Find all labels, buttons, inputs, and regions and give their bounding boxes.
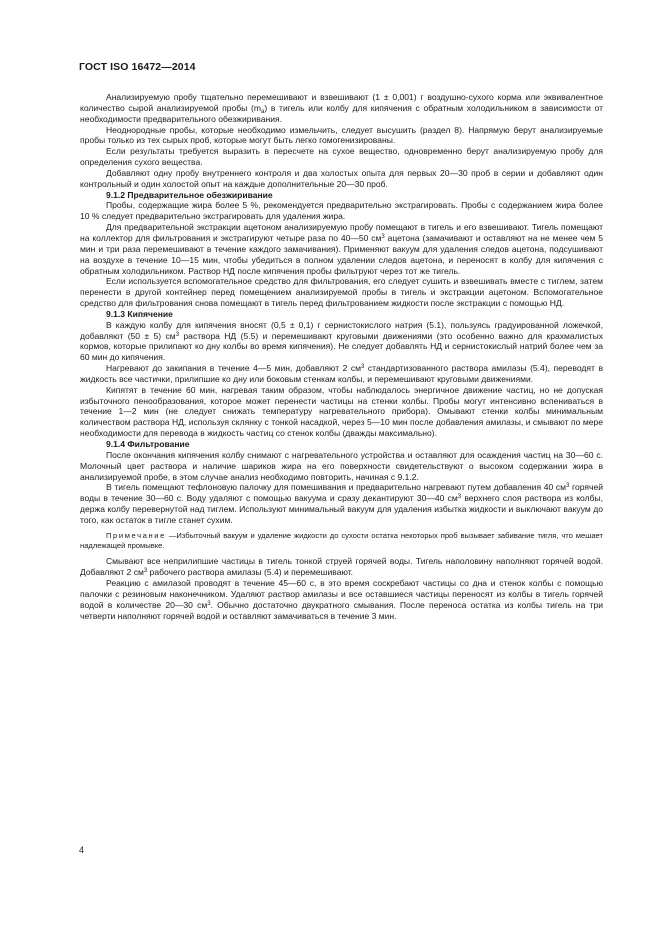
paragraph: Если результаты требуется выразить в пересчете на сухое вещество, одновременно берут анализируемую пробу для определения сухого вещества.: [80, 146, 603, 168]
paragraph: Анализируемую пробу тщательно перемешивают и взвешивают (1 ± 0,001) г воздушно-сухого корма или эквивалентное количество сырой анализируемой пробы $(m_a)$ в тигель или колбу для кипячения с обратным холодильником в зависимости от необходимости предварительного обезжиривания.: [80, 92, 604, 124]
paragraph: После окончания кипячения колбу снимают с нагревательного устройства и оставляют для осаждения частиц на 30—60 с. Молочный цвет раствора и наличие шариков жира на его поверхности свидетельствуют о высоком содержании жира в анализируемой пробе, в этом случае анализ необходимо повторить, начиная с 9.1.2.: [80, 449, 603, 482]
section-heading-912: 9.1.2 Предварительное обезжиривание: [106, 189, 273, 200]
standard-header: ГОСТ ISO 16472—2014: [79, 61, 196, 73]
section-heading-913: 9.1.3 Кипячение: [106, 308, 173, 319]
paragraph: Неоднородные пробы, которые необходимо измельчить, следует высушить (раздел 8). Напрямую берут анализируемые пробы только из тех сырых проб, которые могут быть легко гомогенизированы.: [80, 124, 603, 146]
paragraph: Пробы, содержащие жира более 5 %, рекомендуется предварительно экстрагировать. Пробы с содержанием жира более 10 % следует предварительно экстрагировать для удаления жира.: [80, 200, 603, 222]
paragraph: Кипятят в течение 60 мин, нагревая таким образом, чтобы наблюдалось энергичное движение частиц, но не допуская избыточного пенообразования, которое может перенести частицы на стенки колбы. Пробы могут интенсивно вспениваться в течение 1—2 мин (не следует снижать температуру нагревательного прибора). Омывают стенки колбы минимальным количеством раствора НД, используя склянку с тонкой насадкой, через 5—10 мин после добавления амилазы, и смывают по мере необходимости для перевода в жидкость частиц со стенок колбы (дважды максимально).: [80, 384, 603, 439]
page-number: 4: [79, 845, 85, 855]
paragraph: Для предварительной экстракции ацетоном анализируемую пробу помещают в тигель и его взвешивают. Тигель помещают на коллектор для фильтрования и экстрагируют четыре раза по 40—50 $см^3$ ацетона (замачивают и оставляют на не менее чем 5 мин и три раза перемешивают в течение каждого замачивания). Применяют вакуум для удаления следов ацетона, подсушивают на воздухе в течение 10—15 мин, чтобы убедиться в полном удалении следов ацетона, и переносят в колбу для кипячения с обратным холодильником. Раствор НД после кипячения пробы фильтруют через тот же тигель.: [80, 222, 603, 276]
paragraph: Смывают все неприлипшие частицы в тигель тонкой струей горячей воды. Тигель наполовину наполняют горячей водой. Добавляют 2 $см^3$ рабочего раствора амилазы (5.4) и перемешивают.: [80, 556, 603, 578]
paragraph: Если используется вспомогательное средство для фильтрования, его следует сушить и взвешивать вместе с тиглем, затем перенести в другой контейнер перед помещением анализируемой пробы в тигель и экстракции ацетоном. Вспомогательное средство для фильтрования снова помещают в тигель перед фильтрованием жидкости после экстракции с помощью НД.: [80, 276, 603, 309]
paragraph: Добавляют одну пробу внутреннего контроля и два холостых опыта для первых 20—30 проб в серии и добавляют один контрольный и один холостой опыт на каждые дополнительные 20—30 проб.: [80, 167, 603, 189]
note-label: Примечание: [106, 530, 166, 540]
document-body: [80, 92, 603, 621]
paragraph: В тигель помещают тефлоновую палочку для помешивания и предварительно нагревают путем добавления 40 $см^3$ горячей воды в течение 30—60 с. Воду удаляют с помощью вакуума и сразу декантируют 30—40 $см^3$ верхнего слоя раствора из колбы, держа колбу перевернутой над тиглем. Используют минимальный вакуум для удаления избытка жидкости и выключают вакуум до того, как остаток в тигле станет сухим.: [80, 482, 603, 525]
note: Примечание —Избыточный вакуум и удаление жидкости до сухости остатка некоторых проб вызывает забивание тигля, что мешает надлежащей промывке.: [80, 530, 603, 550]
paragraph: Нагревают до закипания в течение 4—5 мин, добавляют 2 $см^3$ стандартизованного раствора амилазы (5.4), переводят в жидкость все частички, прилипшие ко дну или боковым стенкам колбы, и перемешивают круговыми движениями.: [80, 363, 603, 384]
section-heading-914: 9.1.4 Фильтрование: [106, 439, 190, 449]
paragraph: Реакцию с амилазой проводят в течение 45—60 с, в это время соскребают частицы со дна и стенок колбы с помощью палочки с резиновым наконечником. Удаляют раствор амилазы и все оставшиеся частицы переносят из колбы в тигель горячей водой в количестве 20—30 $см^3$. Обычно достаточно двукратного смывания. После переноса остатка из колбы тигель на три четверти наполняют горячей водой и оставляют замачиваться в течение 3 мин.: [80, 578, 604, 621]
paragraph: В каждую колбу для кипячения вносят (0,5 ± 0,1) г сернистокислого натрия (5.1), пользуясь градуированной ложечкой, добавляют (50 ± 5) $см^3$ раствора НД (5.5) и перемешивают круговыми движениями (это особенно важно для крахмалистых кормов, которые прилипают ко дну колбы во время кипячения). Не следует добавлять НД и сернистокислый натрий более чем за 60 мин до кипячения.: [80, 319, 603, 363]
